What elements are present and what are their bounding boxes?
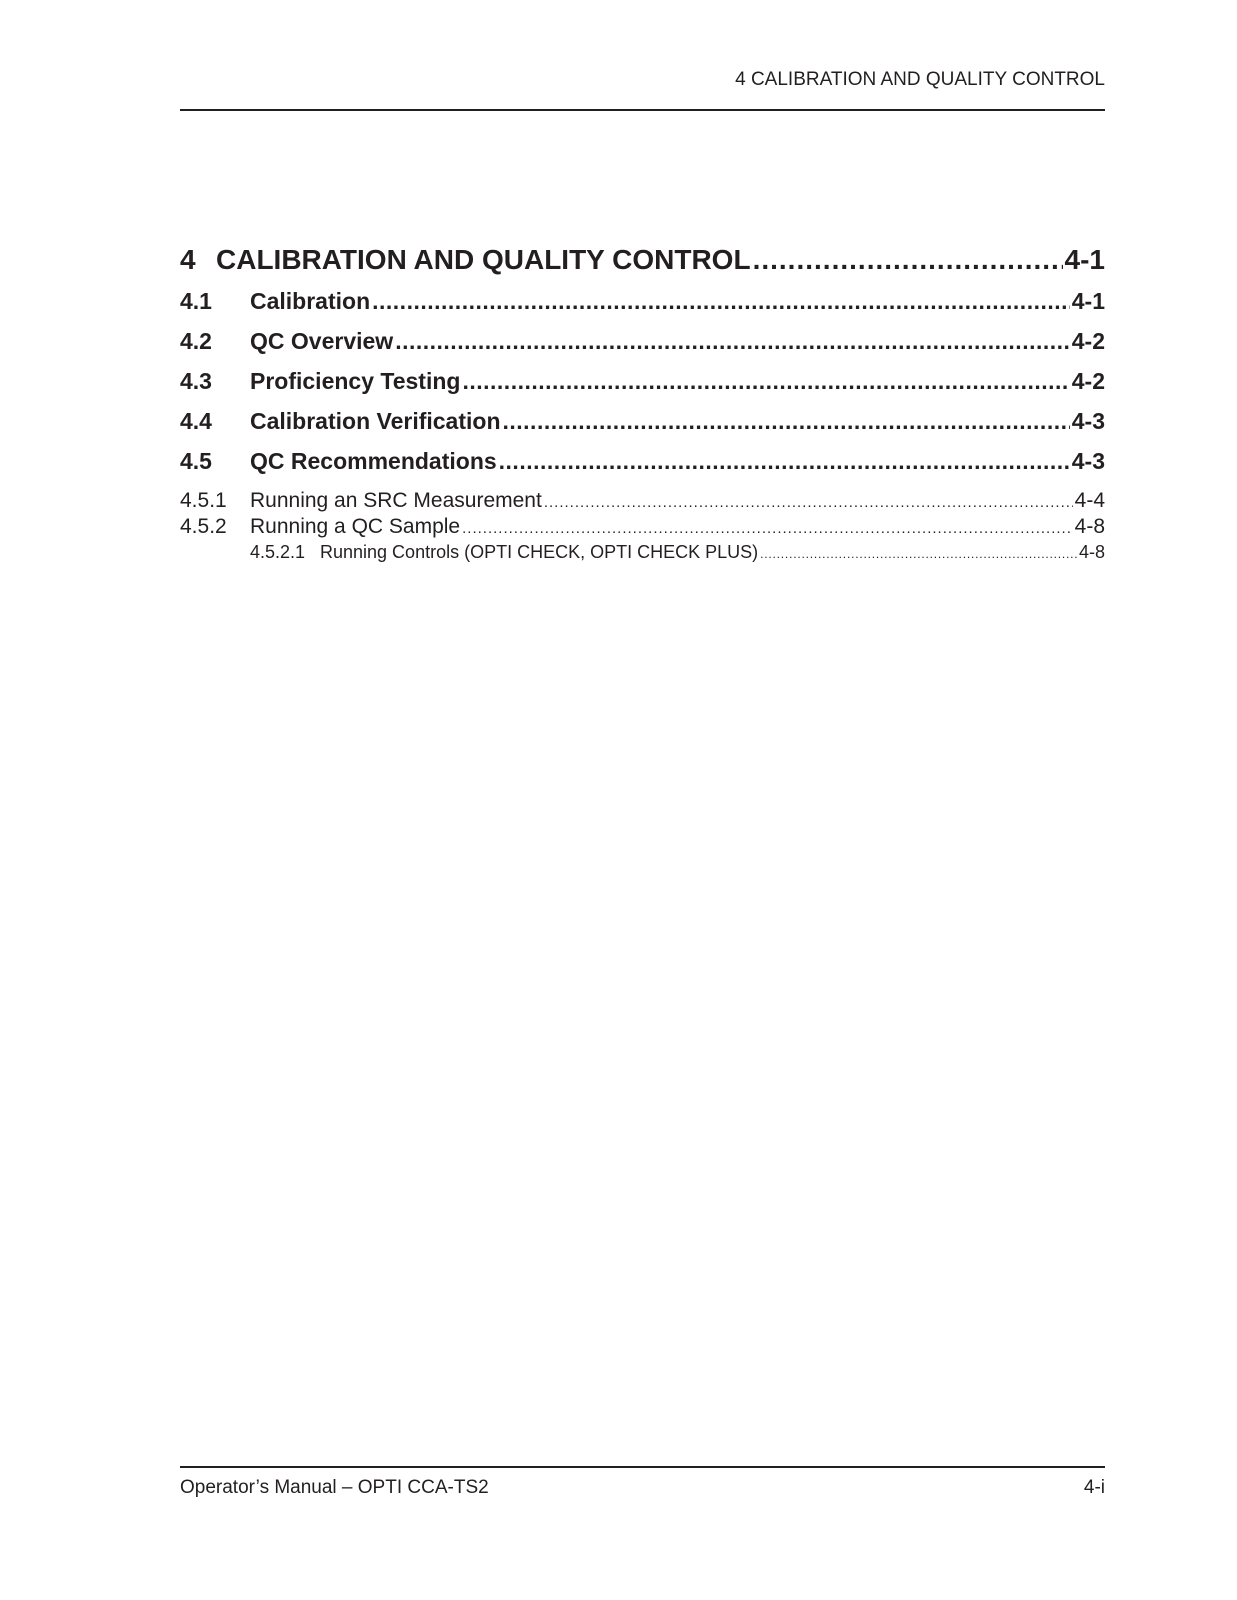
toc-entry-number: 4.1 (180, 288, 212, 314)
toc-entry-section-4-3[interactable] (180, 367, 1105, 395)
toc-entry-page: 4-8 (1074, 515, 1105, 538)
toc-entry-title: QC Overview (250, 328, 394, 354)
toc-entry-title: Running Controls (OPTI CHECK, OPTI CHECK PLUS) (320, 542, 759, 562)
toc-entry-number: 4.2 (180, 328, 212, 354)
toc-dot-leader (395, 327, 1070, 355)
running-header: 4 CALIBRATION AND QUALITY CONTROL (735, 69, 1105, 90)
toc-entry-number: 4 (180, 244, 196, 275)
toc-entry-title: Running a QC Sample (250, 515, 461, 538)
toc-entry-page: 4-1 (1064, 244, 1105, 275)
toc-dot-leader (462, 516, 1073, 542)
toc-entry-number: 4.5.2 (180, 515, 227, 538)
header-rule (180, 109, 1105, 111)
toc-entry-chapter-4[interactable] (180, 243, 1105, 277)
toc-entry-section-4-2[interactable] (180, 327, 1105, 355)
toc-dot-leader (462, 367, 1069, 395)
toc-entry-page: 4-8 (1078, 542, 1105, 562)
toc-dot-leader (499, 447, 1070, 475)
toc-entry-title: Running an SRC Measurement (250, 489, 542, 512)
toc-entry-page: 4-2 (1071, 328, 1105, 354)
toc-entry-subsubsection-4-5-2-1[interactable] (250, 541, 1105, 565)
toc-dot-leader (503, 407, 1070, 435)
toc-dot-leader (372, 287, 1070, 315)
toc-entry-number: 4.4 (180, 408, 212, 434)
toc-entry-title: QC Recommendations (250, 448, 497, 474)
toc-entry-number: 4.5 (180, 448, 212, 474)
toc-entry-number: 4.5.1 (180, 489, 227, 512)
toc-entry-section-4-4[interactable] (180, 407, 1105, 435)
toc-entry-subsection-4-5-2[interactable] (180, 514, 1105, 542)
toc-entry-title: Calibration (250, 288, 371, 314)
toc-entry-page: 4-2 (1071, 368, 1105, 394)
toc-entry-page: 4-3 (1071, 408, 1105, 434)
toc-entry-number: 4.5.2.1 (250, 542, 306, 562)
footer-rule (180, 1466, 1105, 1468)
toc-entry-section-4-1[interactable] (180, 287, 1105, 315)
toc-entry-title: CALIBRATION AND QUALITY CONTROL (216, 244, 751, 275)
toc-entry-title: Calibration Verification (250, 408, 501, 434)
toc-entry-page: 4-3 (1071, 448, 1105, 474)
toc-dot-leader (760, 543, 1077, 565)
toc-entry-section-4-5[interactable] (180, 447, 1105, 475)
footer-page-number: 4-i (1083, 1477, 1105, 1498)
toc-entry-number: 4.3 (180, 368, 212, 394)
footer-manual-title: Operator’s Manual – OPTI CCA-TS2 (180, 1477, 489, 1498)
toc-entry-page: 4-1 (1071, 288, 1105, 314)
toc-entry-page: 4-4 (1074, 489, 1105, 512)
toc-dot-leader (753, 243, 1063, 277)
toc-entry-subsection-4-5-1[interactable] (180, 488, 1105, 516)
toc-dot-leader (544, 490, 1073, 516)
toc-entry-title: Proficiency Testing (250, 368, 461, 394)
